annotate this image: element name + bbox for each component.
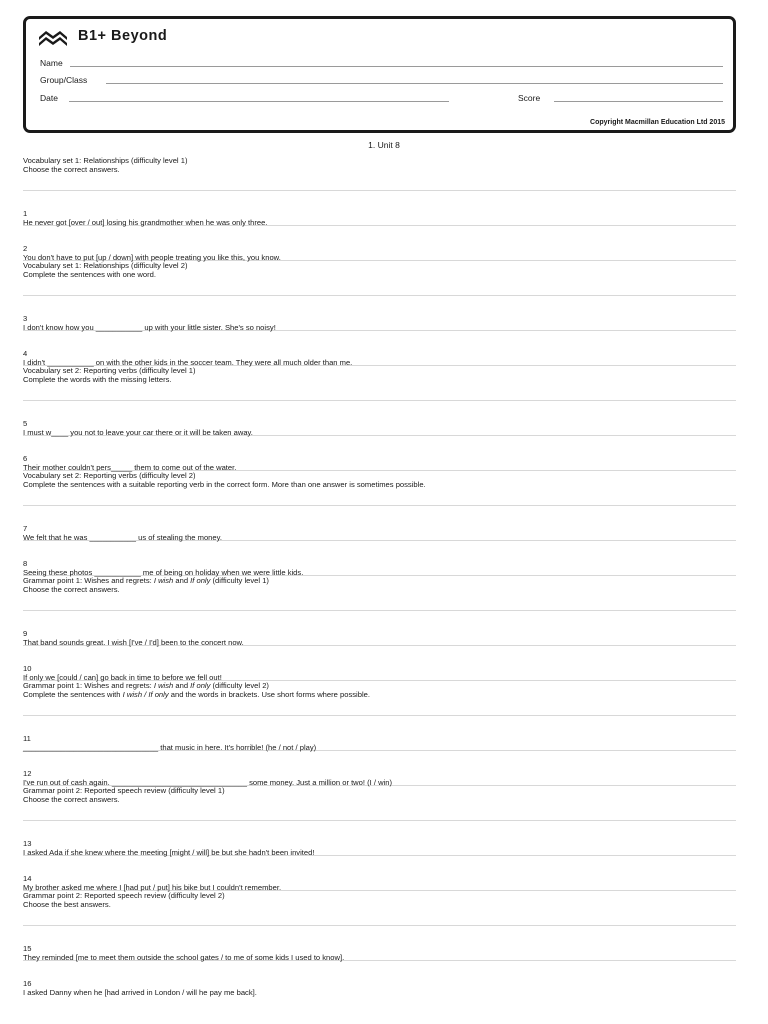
unit-title: 1. Unit 8	[368, 140, 400, 150]
question-text[interactable]: If only we [could / can] go back in time to before we fell out!	[23, 672, 222, 682]
question-text[interactable]: I asked Danny when he [had arrived in London / will he pay me back].	[23, 987, 257, 997]
question-text[interactable]: They reminded [me to meet them outside the school gates / to me of some kids I used to know].	[23, 952, 345, 962]
question-number: 7	[23, 524, 28, 533]
question-item	[23, 821, 736, 856]
section-header	[23, 471, 736, 506]
section-header	[23, 576, 736, 611]
question-number: 16	[23, 979, 32, 988]
question-number: 1	[23, 209, 28, 218]
section-header	[23, 786, 736, 821]
question-item	[23, 646, 736, 681]
question-item	[23, 506, 736, 541]
section-header	[23, 681, 736, 716]
copyright-notice: Copyright Macmillan Education Ltd 2015	[590, 119, 725, 126]
question-item	[23, 296, 736, 331]
exercise-list	[23, 156, 736, 996]
question-number: 6	[23, 454, 28, 463]
question-number: 11	[23, 734, 31, 743]
question-item	[23, 961, 736, 996]
section-header	[23, 156, 736, 191]
section-heading: Vocabulary set 2: Reporting verbs (difficulty level 2)	[23, 471, 196, 480]
question-item	[23, 331, 736, 366]
question-item	[23, 856, 736, 891]
question-item	[23, 436, 736, 471]
section-heading: Vocabulary set 1: Relationships (difficulty level 2)	[23, 261, 188, 270]
question-text[interactable]: That band sounds great. I wish [I've / I'd] been to the concert now.	[23, 637, 244, 647]
question-number: 5	[23, 419, 28, 428]
question-item	[23, 611, 736, 646]
question-text[interactable]: I didn't ___________ on with the other kids in the soccer team. They were all much older than me.	[23, 357, 353, 367]
date-label: Date	[40, 93, 58, 103]
question-number: 12	[23, 769, 32, 778]
section-heading: Grammar point 2: Reported speech review (difficulty level 2)	[23, 891, 225, 900]
question-item	[23, 716, 736, 751]
section-instruction: Choose the correct answers.	[23, 164, 120, 174]
section-instruction: Complete the sentences with one word.	[23, 269, 156, 279]
question-text[interactable]: I don't know how you ___________ up with your little sister. She's so noisy!	[23, 322, 276, 332]
section-instruction: Complete the sentences with a suitable reporting verb in the correct form. More than one answer is sometimes possible.	[23, 479, 426, 489]
question-text[interactable]: I've run out of cash again. ________________________________ some money. Just a million or two! (I / win)	[23, 777, 393, 787]
question-number: 15	[23, 944, 32, 953]
score-field[interactable]	[554, 101, 723, 102]
question-item	[23, 226, 736, 261]
group-field[interactable]	[106, 83, 723, 84]
section-heading: Grammar point 1: Wishes and regrets: I wish and If only (difficulty level 2)	[23, 681, 269, 690]
section-heading: Vocabulary set 1: Relationships (difficulty level 1)	[23, 156, 188, 165]
question-number: 2	[23, 244, 28, 253]
question-item	[23, 926, 736, 961]
section-heading: Grammar point 2: Reported speech review (difficulty level 1)	[23, 786, 225, 795]
section-instruction: Choose the best answers.	[23, 899, 111, 909]
brand-title: B1+ Beyond	[78, 28, 168, 44]
section-instruction: Complete the words with the missing letters.	[23, 374, 172, 384]
section-heading: Vocabulary set 2: Reporting verbs (difficulty level 1)	[23, 366, 196, 375]
question-number: 4	[23, 349, 28, 358]
question-number: 9	[23, 629, 28, 638]
section-instruction: Complete the sentences with I wish / If only and the words in brackets. Use short forms where possible.	[23, 689, 370, 699]
question-text[interactable]: He never got [over / out] losing his grandmother when he was only three.	[23, 217, 268, 227]
question-item	[23, 541, 736, 576]
question-item	[23, 401, 736, 436]
question-item	[23, 751, 736, 786]
question-text[interactable]: We felt that he was ___________ us of stealing the money.	[23, 532, 222, 542]
question-item	[23, 191, 736, 226]
worksheet-header	[23, 16, 736, 133]
question-number: 3	[23, 314, 28, 323]
question-number: 10	[23, 664, 32, 673]
question-text[interactable]: Their mother couldn't pers_____ them to come out of the water.	[23, 462, 237, 472]
section-instruction: Choose the correct answers.	[23, 794, 120, 804]
date-field[interactable]	[69, 101, 449, 102]
macmillan-logo-icon	[38, 28, 68, 50]
question-number: 14	[23, 874, 32, 883]
question-text[interactable]: I must w____ you not to leave your car there or it will be taken away.	[23, 427, 253, 437]
section-instruction: Choose the correct answers.	[23, 584, 120, 594]
question-text[interactable]: You don't have to put [up / down] with people treating you like this, you know.	[23, 252, 281, 262]
section-header	[23, 261, 736, 296]
name-label: Name	[40, 58, 63, 68]
group-label: Group/Class	[40, 75, 88, 85]
name-field[interactable]	[70, 66, 723, 67]
question-text[interactable]: I asked Ada if she knew where the meeting [might / will] be but she hadn't been invited!	[23, 847, 315, 857]
section-header	[23, 891, 736, 926]
question-number: 8	[23, 559, 28, 568]
question-number: 13	[23, 839, 32, 848]
question-text[interactable]: My brother asked me where I [had put / put] his bike but I couldn't remember.	[23, 882, 282, 892]
section-heading: Grammar point 1: Wishes and regrets: I wish and If only (difficulty level 1)	[23, 576, 269, 585]
score-label: Score	[518, 93, 541, 103]
question-text[interactable]: Seeing these photos ___________ me of being on holiday when we were little kids.	[23, 567, 304, 577]
question-text[interactable]: ________________________________ that music in here. It's horrible! (he / not / play)	[23, 742, 317, 752]
section-header	[23, 366, 736, 401]
